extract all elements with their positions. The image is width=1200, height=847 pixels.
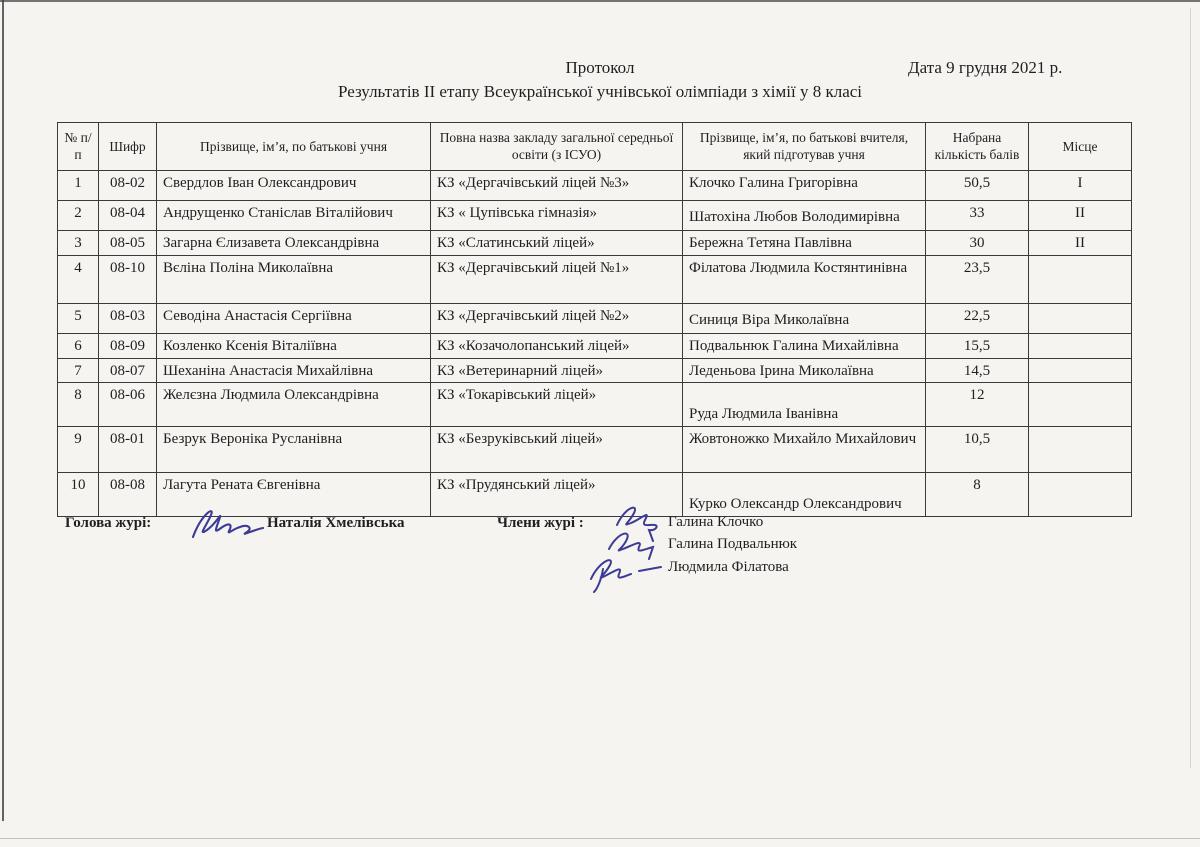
cell-student: Севодіна Анастасія Сергіївна (157, 303, 431, 333)
cell-school: КЗ «Токарівський ліцей» (431, 383, 683, 427)
results-table-header (58, 123, 1132, 171)
header-cell-code: Шифр (99, 123, 157, 171)
table-row (58, 201, 1132, 231)
cell-points: 12 (926, 383, 1029, 427)
cell-place (1029, 383, 1132, 427)
results-table (57, 122, 1132, 517)
cell-student: Желєзна Людмила Олександрівна (157, 383, 431, 427)
cell-points: 10,5 (926, 427, 1029, 473)
cell-points: 8 (926, 473, 1029, 517)
results-table-body (58, 171, 1132, 517)
cell-num: 1 (58, 171, 99, 201)
jury-member-name: Людмила Філатова (668, 558, 789, 575)
cell-school: КЗ « Цупівська гімназія» (431, 201, 683, 231)
table-row (58, 333, 1132, 358)
header-cell-school: Повна назва закладу загальної середньої освіти (з ІСУО) (431, 123, 683, 171)
cell-code: 08-08 (99, 473, 157, 517)
cell-num: 3 (58, 231, 99, 256)
cell-teacher: Курко Олександр Олександрович (683, 473, 926, 517)
cell-points: 30 (926, 231, 1029, 256)
cell-place (1029, 255, 1132, 303)
header-cell-place: Місце (1029, 123, 1132, 171)
cell-place: ІІ (1029, 201, 1132, 231)
cell-code: 08-01 (99, 427, 157, 473)
cell-teacher: Філатова Людмила Костянтинівна (683, 255, 926, 303)
header-cell-student: Прізвище, ім’я, по батькові учня (157, 123, 431, 171)
scan-edge-bottom (0, 838, 1200, 839)
cell-num: 6 (58, 333, 99, 358)
cell-teacher: Леденьова Ірина Миколаївна (683, 358, 926, 383)
cell-place (1029, 303, 1132, 333)
header-row (58, 123, 1132, 171)
cell-points: 50,5 (926, 171, 1029, 201)
cell-teacher: Подвальнюк Галина Михайлівна (683, 333, 926, 358)
jury-head-label: Голова журі: (65, 515, 152, 531)
cell-code: 08-10 (99, 255, 157, 303)
jury-head-name: Наталія Хмелівська (267, 515, 405, 531)
table-row (58, 383, 1132, 427)
cell-student: Свердлов Іван Олександрович (157, 171, 431, 201)
cell-student: Вєліна Поліна Миколаївна (157, 255, 431, 303)
scan-edge-left (2, 0, 4, 821)
cell-place: ІІ (1029, 231, 1132, 256)
cell-place (1029, 333, 1132, 358)
jury-members-label: Члени журі : (497, 515, 584, 531)
header-cell-teacher: Прізвище, ім’я, по батькові вчителя, який підготував учня (683, 123, 926, 171)
cell-points: 33 (926, 201, 1029, 231)
cell-place (1029, 427, 1132, 473)
cell-teacher: Жовтоножко Михайло Михайлович (683, 427, 926, 473)
cell-teacher: Клочко Галина Григорівна (683, 171, 926, 201)
cell-teacher: Руда Людмила Іванівна (683, 383, 926, 427)
document-date: Дата 9 грудня 2021 р. (908, 58, 1063, 77)
cell-num: 5 (58, 303, 99, 333)
header-cell-points: Набрана кількість балів (926, 123, 1029, 171)
jury-head-signature (185, 501, 269, 547)
cell-place (1029, 358, 1132, 383)
jury-members-signatures (583, 497, 675, 593)
cell-code: 08-03 (99, 303, 157, 333)
cell-school: КЗ «Дергачівський ліцей №2» (431, 303, 683, 333)
jury-member-name: Галина Клочко (668, 514, 764, 530)
cell-code: 08-07 (99, 358, 157, 383)
cell-student: Загарна Єлизавета Олександрівна (157, 231, 431, 256)
scan-edge-top (0, 0, 1200, 2)
cell-code: 08-09 (99, 333, 157, 358)
cell-school: КЗ «Ветеринарний ліцей» (431, 358, 683, 383)
cell-school: КЗ «Дергачівський ліцей №1» (431, 255, 683, 303)
cell-school: КЗ «Слатинський ліцей» (431, 231, 683, 256)
cell-place: І (1029, 171, 1132, 201)
cell-code: 08-04 (99, 201, 157, 231)
document-subtitle: Результатів ІІ етапу Всеукраїнської учнівської олімпіади з хімії у 8 класі (337, 82, 863, 101)
cell-num: 4 (58, 255, 99, 303)
cell-school: КЗ «Дергачівський ліцей №3» (431, 171, 683, 201)
cell-code: 08-05 (99, 231, 157, 256)
table-row (58, 255, 1132, 303)
cell-code: 08-06 (99, 383, 157, 427)
cell-teacher: Бережна Тетяна Павлівна (683, 231, 926, 256)
cell-student: Козленко Ксенія Віталіївна (157, 333, 431, 358)
cell-points: 14,5 (926, 358, 1029, 383)
document-title: Протокол (565, 58, 635, 77)
cell-num: 9 (58, 427, 99, 473)
cell-school: КЗ «Козачолопанський ліцей» (431, 333, 683, 358)
table-row (58, 427, 1132, 473)
cell-points: 15,5 (926, 333, 1029, 358)
cell-points: 23,5 (926, 255, 1029, 303)
header-cell-num: № п/п (58, 123, 99, 171)
cell-school: КЗ «Безруківський ліцей» (431, 427, 683, 473)
cell-school: КЗ «Прудянський ліцей» (431, 473, 683, 517)
table-row (58, 171, 1132, 201)
cell-student: Лагута Рената Євгенівна (157, 473, 431, 517)
table-row (58, 358, 1132, 383)
document-header (0, 58, 1200, 110)
cell-student: Андрущенко Станіслав Віталійович (157, 201, 431, 231)
table-row (58, 231, 1132, 256)
cell-num: 2 (58, 201, 99, 231)
cell-num: 10 (58, 473, 99, 517)
cell-code: 08-02 (99, 171, 157, 201)
table-row (58, 303, 1132, 333)
cell-teacher: Синиця Віра Миколаївна (683, 303, 926, 333)
cell-teacher: Шатохіна Любов Володимирівна (683, 201, 926, 231)
cell-student: Шеханіна Анастасія Михайлівна (157, 358, 431, 383)
cell-student: Безрук Вероніка Русланівна (157, 427, 431, 473)
jury-member-name: Галина Подвальнюк (668, 536, 798, 553)
cell-num: 7 (58, 358, 99, 383)
scan-edge-right (1190, 8, 1191, 768)
jury-member-names (668, 511, 797, 578)
cell-points: 22,5 (926, 303, 1029, 333)
signatures-footer (0, 503, 1200, 613)
cell-num: 8 (58, 383, 99, 427)
